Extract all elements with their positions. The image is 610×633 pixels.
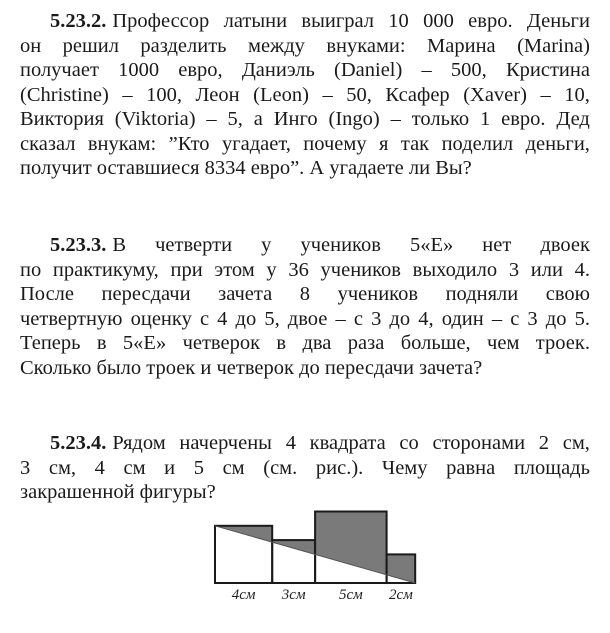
word: 36: [288, 258, 309, 281]
text-line: [20, 83, 590, 108]
word: учеников: [337, 283, 419, 305]
side-label: 4см: [231, 587, 256, 603]
word: больше,: [400, 332, 471, 354]
word: 1000: [118, 59, 160, 81]
word: –: [390, 108, 401, 130]
text-line: [20, 258, 590, 283]
word: между: [247, 34, 305, 57]
word: Рядом: [112, 432, 166, 454]
text-line: [20, 431, 590, 456]
text-line: [20, 107, 590, 132]
word: латыни: [223, 10, 288, 32]
lead: [50, 233, 126, 258]
word: учеников: [300, 234, 381, 256]
word: Дед: [556, 108, 590, 130]
word: разделить: [140, 34, 227, 57]
word: при: [170, 258, 203, 281]
word: –: [540, 83, 551, 106]
word: я: [379, 132, 389, 155]
word: (см.: [263, 456, 298, 479]
word: –: [122, 83, 133, 106]
word: а: [253, 108, 263, 130]
word: Теперь: [20, 332, 81, 354]
word: Леон: [195, 83, 240, 106]
word: 4,: [418, 307, 434, 330]
text-line: [20, 356, 590, 381]
word: (Christine): [20, 83, 109, 106]
word: практикуму,: [52, 258, 159, 281]
word: 3: [508, 258, 520, 281]
word: подняли: [445, 283, 519, 305]
side-label: 3см: [281, 587, 306, 603]
word: этом: [214, 258, 255, 281]
word: см,: [48, 456, 77, 479]
word: (Daniel): [334, 59, 403, 81]
word: четверти: [155, 234, 233, 256]
word: в: [96, 332, 107, 354]
problem-5-23-3: [20, 233, 590, 380]
word: евро,: [178, 59, 223, 81]
word: –: [322, 83, 333, 106]
word: Профессор: [112, 10, 210, 32]
word: 5.: [574, 307, 590, 330]
word: 000: [423, 10, 454, 32]
word: 5,: [264, 307, 280, 330]
word: Ксафер: [385, 83, 450, 106]
side-label: 5см: [338, 587, 363, 603]
word: Виктория: [20, 108, 104, 130]
word: евро.: [501, 108, 546, 130]
text-line: [20, 456, 590, 481]
word: четверок: [182, 332, 261, 354]
word: –: [421, 59, 432, 81]
problem-5-23-2: [20, 9, 590, 181]
word: с: [510, 307, 520, 330]
word: 10,: [564, 83, 590, 106]
word: ”Кто: [168, 132, 210, 155]
word: деньги,: [525, 132, 590, 155]
lead: [50, 9, 209, 34]
word: (Ingo): [328, 108, 380, 130]
word: 2: [538, 432, 550, 454]
word: 5«Е»: [409, 234, 454, 256]
word: Марина: [427, 34, 496, 57]
word: до: [389, 307, 411, 330]
word: только: [411, 108, 470, 130]
word: 4: [285, 432, 296, 454]
word: решил: [62, 34, 119, 57]
word: начерчены: [179, 432, 272, 454]
problem-number: 5.23.3.: [50, 234, 107, 256]
text-line: [20, 9, 590, 34]
word: евро.: [468, 10, 513, 32]
word: 4: [94, 456, 105, 479]
word: (Xaver): [463, 83, 527, 106]
word: 10: [388, 10, 409, 32]
text-line: [20, 233, 590, 258]
word: Деньги: [526, 10, 590, 32]
word: –: [491, 307, 503, 330]
lead: [50, 431, 166, 456]
text-line: [20, 156, 590, 181]
word: чем: [487, 332, 520, 354]
word: сказал: [20, 132, 76, 155]
word: см: [123, 456, 146, 479]
word: В: [112, 234, 127, 256]
word: пересдачи: [101, 283, 191, 305]
word: выиграл: [301, 10, 374, 32]
word: 3: [20, 456, 31, 479]
word: у: [266, 258, 277, 281]
word: –: [206, 108, 217, 130]
word: троек.: [535, 332, 590, 354]
line-text: получит оставшиеся 8334 евро”. А угадаете ли Вы?: [20, 157, 472, 179]
text-line: [20, 58, 590, 83]
word: 8: [299, 283, 311, 305]
text-line: [20, 480, 590, 505]
word: двое: [287, 307, 328, 330]
word: (Viktoria): [114, 108, 196, 130]
word: см: [222, 456, 245, 479]
word: 500,: [450, 59, 487, 81]
word: с: [199, 307, 210, 330]
word: в: [276, 332, 287, 354]
text-line: [20, 307, 590, 332]
word: внукам:: [87, 132, 157, 155]
word: внуками:: [326, 34, 406, 57]
word: –: [335, 307, 346, 330]
word: так: [400, 132, 430, 155]
text-line: [20, 132, 590, 157]
word: со: [399, 432, 419, 454]
word: Даниэль: [241, 59, 315, 81]
word: он: [20, 34, 42, 57]
word: 1: [479, 108, 491, 130]
word: квадрата: [309, 432, 386, 454]
word: 50,: [346, 83, 372, 106]
word: Чему: [381, 456, 428, 479]
word: до: [545, 307, 567, 330]
word: нет: [482, 234, 512, 256]
text-line: [20, 34, 590, 59]
word: почему: [303, 132, 367, 155]
squares-figure: [205, 505, 435, 615]
word: 100,: [146, 83, 183, 106]
word: угадает,: [221, 132, 291, 155]
word: рис.).: [315, 456, 364, 479]
line-text: закрашенной фигуры?: [20, 481, 216, 503]
word: получает: [20, 59, 99, 81]
word: двоек: [540, 234, 590, 256]
word: раза: [347, 332, 385, 354]
word: 4.: [574, 258, 590, 281]
word: оценку: [130, 307, 192, 330]
problem-5-23-4: [20, 431, 590, 505]
text-line: [20, 282, 590, 307]
shaded-region: [315, 512, 387, 575]
word: см,: [562, 432, 590, 454]
word: 5«Е»: [122, 332, 167, 354]
word: 3: [371, 307, 382, 330]
word: поделил: [441, 132, 514, 155]
text-line: [20, 331, 590, 356]
word: 5,: [227, 108, 243, 130]
word: и: [164, 456, 176, 479]
problem-number: 5.23.4.: [50, 432, 107, 454]
word: учеников: [320, 258, 401, 281]
word: 4: [217, 307, 228, 330]
word: или: [530, 258, 563, 281]
word: два: [302, 332, 332, 354]
word: один: [441, 307, 484, 330]
word: равна: [446, 456, 496, 479]
word: свою: [545, 283, 590, 305]
word: После: [20, 283, 74, 305]
word: Инго: [273, 108, 318, 130]
word: 3: [527, 307, 538, 330]
line-text: Сколько было троек и четверок до пересдачи зачета?: [20, 356, 483, 379]
word: четвертную: [20, 307, 123, 330]
word: до: [235, 307, 257, 330]
side-label: 2см: [389, 587, 413, 603]
word: с: [353, 307, 363, 330]
word: (Marina): [517, 34, 590, 57]
word: Кристина: [505, 59, 590, 81]
word: площадь: [513, 456, 590, 479]
word: сторонами: [432, 432, 526, 454]
word: зачета: [218, 283, 273, 305]
word: (Leon): [253, 83, 309, 106]
word: по: [20, 258, 42, 281]
word: выходило: [412, 258, 498, 281]
word: у: [261, 234, 272, 256]
word: 5: [193, 456, 204, 479]
problem-number: 5.23.2.: [50, 10, 107, 32]
